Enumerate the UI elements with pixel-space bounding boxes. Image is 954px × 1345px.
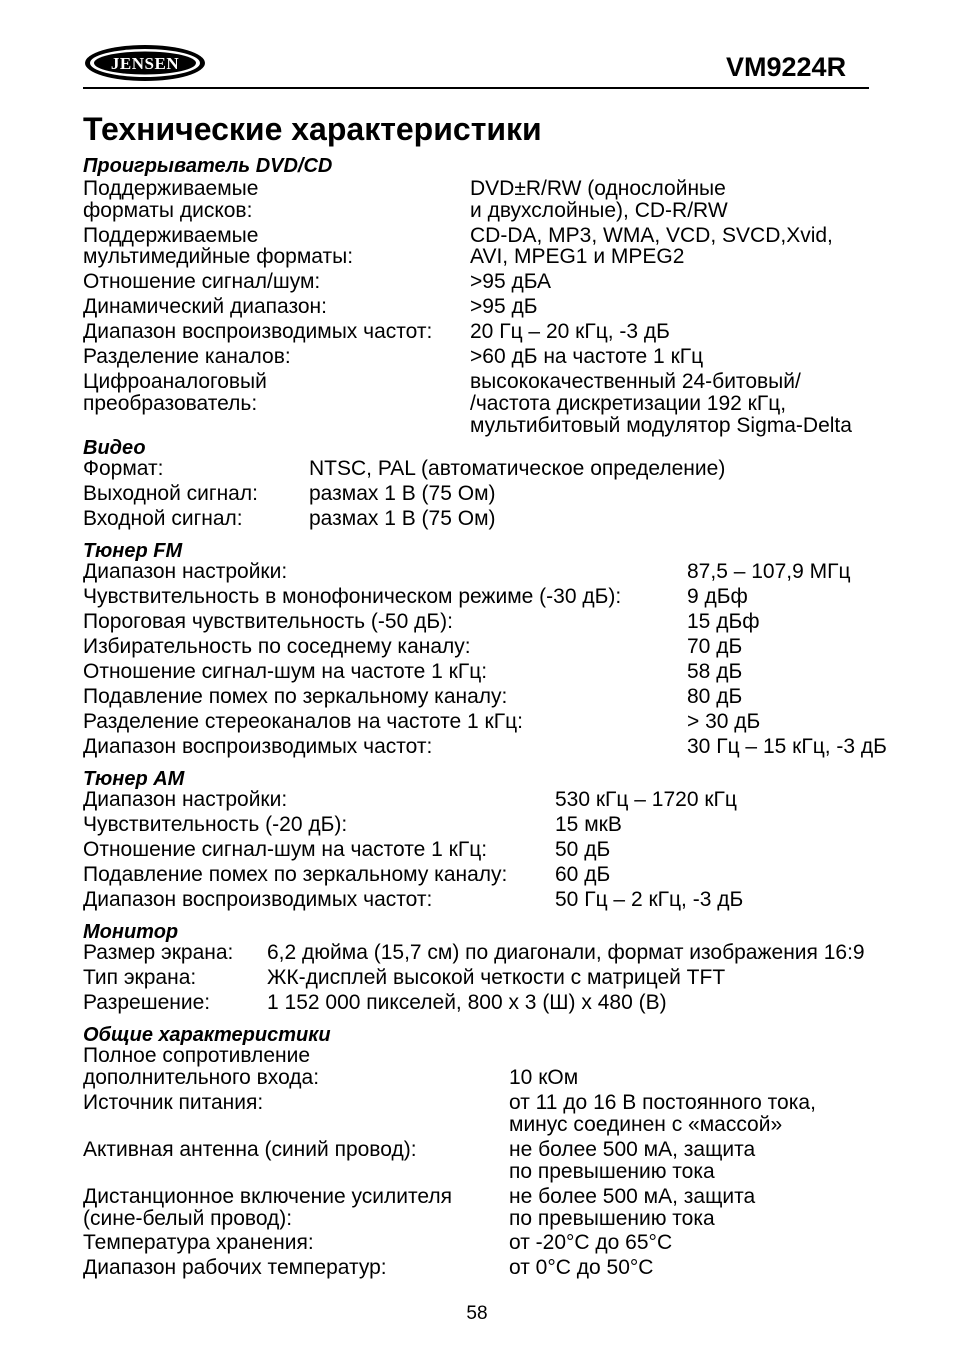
spec-value: не более 500 мА, защита bbox=[509, 1138, 756, 1161]
jensen-logo bbox=[83, 43, 208, 83]
section-heading-general: Общие характеристики bbox=[83, 1024, 331, 1046]
spec-value: 50 Гц – 2 кГц, -3 дБ bbox=[555, 888, 744, 911]
spec-value: 80 дБ bbox=[687, 685, 743, 708]
spec-value: минус соединен с «массой» bbox=[509, 1113, 783, 1136]
spec-value: и двухслойные), CD-R/RW bbox=[470, 199, 728, 222]
spec-value: 20 Гц – 20 кГц, -3 дБ bbox=[470, 320, 670, 343]
page-title: Технические характеристики bbox=[83, 111, 542, 147]
spec-value: по превышению тока bbox=[509, 1207, 715, 1230]
spec-label: Избирательность по соседнему каналу: bbox=[83, 635, 471, 658]
spec-label: преобразователь: bbox=[83, 392, 258, 415]
spec-label: Чувствительность в монофоническом режиме (-30 дБ): bbox=[83, 585, 622, 608]
section-heading-dvd: Проигрыватель DVD/CD bbox=[83, 155, 333, 177]
spec-value: размах 1 В (75 Ом) bbox=[309, 507, 496, 530]
spec-value: 10 кОм bbox=[509, 1066, 579, 1089]
spec-label: Источник питания: bbox=[83, 1091, 264, 1114]
spec-value: ЖК-дисплей высокой четкости с матрицей TFT bbox=[267, 966, 726, 989]
spec-value: от 11 до 16 В постоянного тока, bbox=[509, 1091, 816, 1114]
spec-value: 15 мкВ bbox=[555, 813, 622, 836]
spec-value: 9 дБф bbox=[687, 585, 748, 608]
spec-label: Разделение стереоканалов на частоте 1 кГц: bbox=[83, 710, 523, 733]
spec-label: Разрешение: bbox=[83, 991, 211, 1014]
spec-value: DVD±R/RW (однослойные bbox=[470, 177, 726, 200]
spec-label: Чувствительность (-20 дБ): bbox=[83, 813, 348, 836]
spec-label: мультимедийные форматы: bbox=[83, 245, 354, 268]
spec-value: мультибитовый модулятор Sigma-Delta bbox=[470, 414, 852, 437]
section-heading-monitor: Монитор bbox=[83, 921, 179, 943]
spec-value: AVI, MPEG1 и MPEG2 bbox=[470, 245, 685, 268]
section-heading-am: Тюнер AM bbox=[83, 768, 185, 790]
spec-label: Температура хранения: bbox=[83, 1231, 314, 1254]
spec-label: Поддерживаемые bbox=[83, 224, 259, 247]
spec-label: Цифроаналоговый bbox=[83, 370, 267, 393]
spec-value: 58 дБ bbox=[687, 660, 743, 683]
spec-label: Пороговая чувствительность (-50 дБ): bbox=[83, 610, 453, 633]
spec-label: (сине-белый провод): bbox=[83, 1207, 293, 1230]
spec-value: по превышению тока bbox=[509, 1160, 715, 1183]
spec-label: Размер экрана: bbox=[83, 941, 234, 964]
page-number: 58 bbox=[466, 1303, 488, 1324]
spec-label: Динамический диапазон: bbox=[83, 295, 327, 318]
spec-value: 15 дБф bbox=[687, 610, 760, 633]
spec-value: размах 1 В (75 Ом) bbox=[309, 482, 496, 505]
spec-value: не более 500 мА, защита bbox=[509, 1185, 756, 1208]
header-divider bbox=[83, 87, 869, 89]
logo-text: JENSEN bbox=[110, 54, 180, 73]
spec-label: Поддерживаемые bbox=[83, 177, 259, 200]
spec-label: дополнительного входа: bbox=[83, 1066, 320, 1089]
spec-value: 87,5 – 107,9 МГц bbox=[687, 560, 851, 583]
spec-label: форматы дисков: bbox=[83, 199, 253, 222]
spec-label: Диапазон настройки: bbox=[83, 560, 288, 583]
spec-value: >95 дБ bbox=[470, 295, 538, 318]
spec-label: Отношение сигнал/шум: bbox=[83, 270, 321, 293]
spec-label: Тип экрана: bbox=[83, 966, 197, 989]
spec-value: высококачественный 24-битовый/ bbox=[470, 370, 801, 393]
spec-value: 70 дБ bbox=[687, 635, 743, 658]
spec-value: > 30 дБ bbox=[687, 710, 761, 733]
spec-label: Дистанционное включение усилителя bbox=[83, 1185, 452, 1208]
spec-label: Диапазон настройки: bbox=[83, 788, 288, 811]
spec-label: Активная антенна (синий провод): bbox=[83, 1138, 417, 1161]
spec-label: Диапазон воспроизводимых частот: bbox=[83, 735, 433, 758]
spec-label: Отношение сигнал-шум на частоте 1 кГц: bbox=[83, 838, 488, 861]
section-heading-fm: Тюнер FM bbox=[83, 540, 183, 562]
spec-value: NTSC, PAL (автоматическое определение) bbox=[309, 457, 726, 480]
spec-label: Выходной сигнал: bbox=[83, 482, 258, 505]
spec-value: 30 Гц – 15 кГц, -3 дБ bbox=[687, 735, 887, 758]
spec-label: Диапазон рабочих температур: bbox=[83, 1256, 387, 1279]
spec-label: Входной сигнал: bbox=[83, 507, 243, 530]
spec-label: Подавление помех по зеркальному каналу: bbox=[83, 685, 508, 708]
spec-label: Диапазон воспроизводимых частот: bbox=[83, 320, 433, 343]
spec-value: от 0°C до 50°C bbox=[509, 1256, 654, 1279]
spec-value: >60 дБ на частоте 1 кГц bbox=[470, 345, 704, 368]
spec-label: Разделение каналов: bbox=[83, 345, 291, 368]
spec-label: Формат: bbox=[83, 457, 164, 480]
spec-value: 50 дБ bbox=[555, 838, 611, 861]
spec-value: 60 дБ bbox=[555, 863, 611, 886]
spec-value: CD-DA, MP3, WMA, VCD, SVCD,Xvid, bbox=[470, 224, 833, 247]
section-heading-video: Видео bbox=[83, 437, 146, 459]
spec-label: Отношение сигнал-шум на частоте 1 кГц: bbox=[83, 660, 488, 683]
spec-label: Полное сопротивление bbox=[83, 1044, 311, 1067]
spec-value: от -20°C до 65°C bbox=[509, 1231, 673, 1254]
spec-value: 6,2 дюйма (15,7 см) по диагонали, формат изображения 16:9 bbox=[267, 941, 865, 964]
spec-value: 1 152 000 пикселей, 800 x 3 (Ш) x 480 (В) bbox=[267, 991, 667, 1014]
spec-label: Подавление помех по зеркальному каналу: bbox=[83, 863, 508, 886]
spec-value: /частота дискретизации 192 кГц, bbox=[470, 392, 787, 415]
spec-value: 530 кГц – 1720 кГц bbox=[555, 788, 737, 811]
spec-value: >95 дБА bbox=[470, 270, 552, 293]
model-number: VM9224R bbox=[726, 52, 847, 82]
spec-label: Диапазон воспроизводимых частот: bbox=[83, 888, 433, 911]
